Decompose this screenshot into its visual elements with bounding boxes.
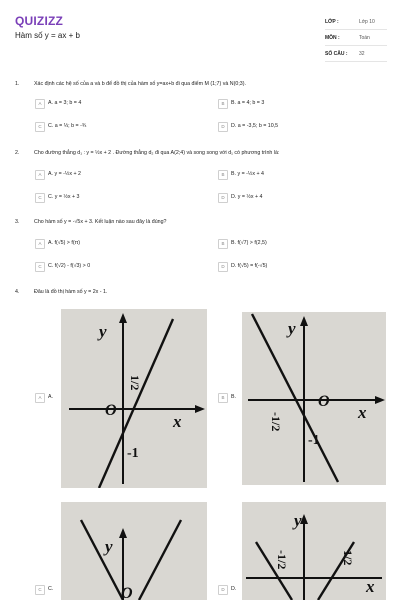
option-key-box[interactable]: A	[35, 393, 45, 403]
y-label: y	[105, 537, 113, 556]
quizizz-logo: QUIZIZZ	[15, 14, 64, 28]
option-text: D.	[231, 586, 237, 592]
option-text: D. a = -3,5; b = 10,5	[231, 123, 279, 129]
option-key-box[interactable]: C	[35, 585, 45, 595]
page-title: Hàm số y = ax + b	[15, 31, 80, 40]
graph-a-svg	[61, 309, 207, 488]
option-text: B. f(√7) > f(2,5)	[231, 240, 267, 246]
meta-label: SỐ CÂU :	[325, 50, 348, 57]
x-axis-arrow	[195, 405, 205, 413]
graph-b-svg	[242, 312, 386, 485]
x-label: x	[358, 403, 367, 422]
option-key-box[interactable]: D	[218, 585, 228, 595]
option-text: A. y = -½x + 2	[48, 171, 81, 177]
meta-label: MÔN :	[325, 34, 340, 41]
option-text: B. y = -½x + 4	[231, 171, 264, 177]
option-text: B. a = 4; b = 3	[231, 100, 265, 106]
y-label: y	[99, 322, 107, 341]
option-key-box[interactable]: C	[35, 193, 45, 203]
tick-label-neg-one: -1	[127, 446, 139, 461]
x-label: x	[173, 412, 182, 431]
y-label: y	[288, 319, 296, 338]
option-key-box[interactable]: A	[35, 170, 45, 180]
graph-option-d[interactable]	[242, 502, 386, 600]
graph-option-a[interactable]	[61, 309, 207, 488]
y-axis-arrow	[300, 316, 308, 326]
meta-label: LỚP :	[325, 18, 339, 25]
origin-label: O	[121, 585, 133, 600]
option-key-box[interactable]: A	[35, 99, 45, 109]
option-key-box[interactable]: D	[218, 122, 228, 132]
option-text: B.	[231, 394, 237, 400]
option-key-box[interactable]: D	[218, 193, 228, 203]
option-text: C. a = ⅓; b = -¾	[48, 123, 87, 129]
meta-row-class	[325, 14, 387, 30]
question-text: Cho đường thẳng d₁ : y = ½x + 2 . Đường thẳng d₂ đi qua A(2;4) và song song với d₁ có phương trình là:	[34, 150, 280, 156]
option-key-box[interactable]: C	[35, 122, 45, 132]
option-text: C.	[48, 586, 54, 592]
option-key-box[interactable]: A	[35, 239, 45, 249]
option-text: D. f(√5) = f(-√5)	[231, 263, 268, 269]
x-axis-arrow	[375, 396, 385, 404]
option-key-box[interactable]: B	[218, 99, 228, 109]
option-text: A. a = 3; b = 4	[48, 100, 82, 106]
meta-value: 32	[359, 50, 365, 57]
tick-label-half: 1/2	[128, 375, 142, 391]
option-text: A. f(√5) > f(π)	[48, 240, 81, 246]
tick-label-neg-half: -1/2	[275, 550, 289, 570]
graph-line-right	[139, 520, 181, 600]
meta-value: Toán	[359, 34, 370, 41]
meta-row-count	[325, 46, 387, 62]
question-number: 2.	[15, 150, 20, 156]
header	[0, 0, 400, 62]
tick-label-neg-half: -1/2	[269, 412, 283, 432]
x-label: x	[366, 577, 375, 596]
question-number: 1.	[15, 81, 20, 87]
option-text: C. f(√2) - f(√3) > 0	[48, 263, 91, 269]
y-label: y	[294, 511, 302, 530]
origin-label: O	[105, 402, 117, 419]
option-text: A.	[48, 394, 54, 400]
y-axis-arrow	[119, 528, 127, 538]
option-text: C. y = ½x + 3	[48, 194, 80, 200]
meta-value: Lớp 10	[359, 18, 375, 25]
option-key-box[interactable]: B	[218, 393, 228, 403]
option-key-box[interactable]: D	[218, 262, 228, 272]
option-key-box[interactable]: B	[218, 239, 228, 249]
question-number: 3.	[15, 219, 20, 225]
graph-option-b[interactable]	[242, 312, 386, 485]
question-number: 4.	[15, 289, 20, 295]
option-key-box[interactable]: B	[218, 170, 228, 180]
graph-d-svg	[242, 502, 386, 600]
meta-row-subject	[325, 30, 387, 46]
question-text: Cho hàm số y = -√5x + 3. Kết luận nào sau đây là đúng?	[34, 219, 167, 225]
option-key-box[interactable]: C	[35, 262, 45, 272]
question-text: Xác định các hệ số của a và b để đồ thị của hàm số y=ax+b đi qua điểm M (1;7) và N(0;3).	[34, 81, 246, 87]
option-text: D. y = ½x + 4	[231, 194, 263, 200]
graph-line-left	[81, 520, 123, 600]
meta-table	[325, 14, 387, 62]
graph-c-svg	[61, 502, 207, 600]
question-text: Đâu là đồ thị hàm số y = 2x - 1.	[34, 289, 108, 295]
origin-label: O	[318, 393, 330, 410]
tick-label-neg-one: -1	[308, 433, 320, 448]
graph-option-c[interactable]	[61, 502, 207, 600]
tick-label-half: 1/2	[341, 550, 355, 566]
y-axis-arrow	[119, 313, 127, 323]
